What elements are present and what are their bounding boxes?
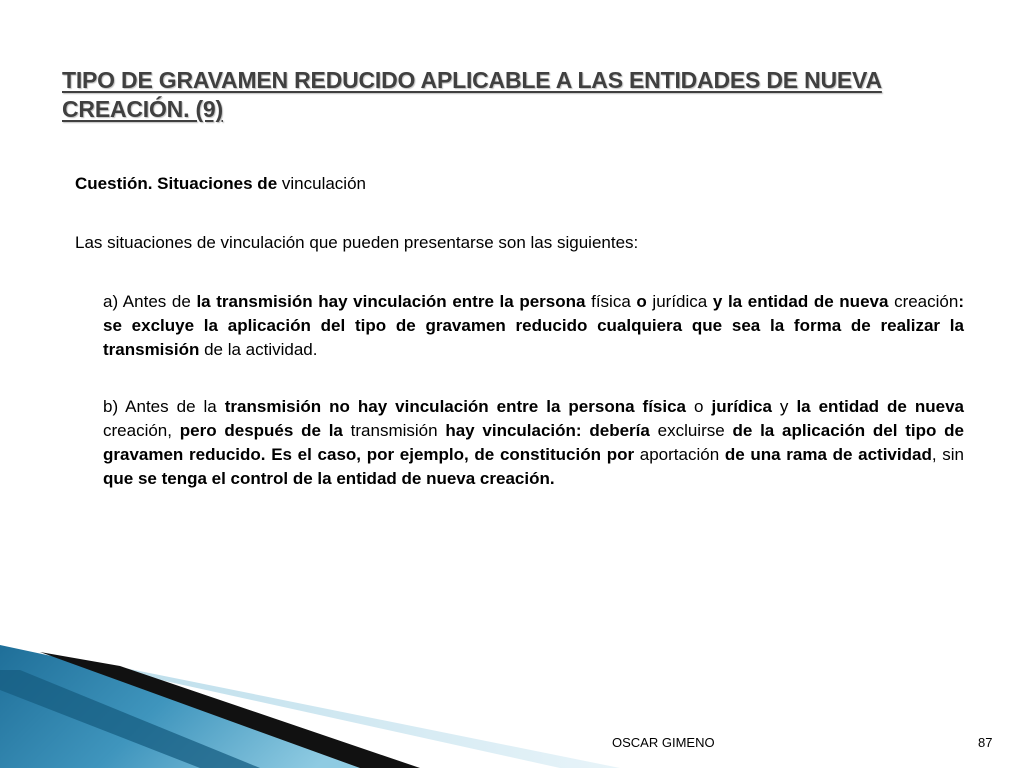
item-b-text: o (686, 397, 712, 416)
item-b-text: aportación (634, 445, 725, 464)
item-b-text: creación, (103, 421, 180, 440)
item-b (103, 395, 964, 491)
item-b-text: , sin (931, 445, 964, 464)
item-a-bold: : se excluye la aplicación del tipo de gravamen reducido cualquiera que sea la forma de realizar la transmisión (103, 292, 964, 359)
intro-text: Las situaciones de vinculación que pueden presentarse son las siguientes: (75, 233, 639, 252)
item-a-text: a) Antes de (103, 292, 197, 311)
item-a-text: de la actividad. (199, 340, 318, 359)
item-b-bold: pero después de la (179, 421, 343, 440)
item-a-bold: la transmisión hay vinculación entre la persona (196, 292, 586, 311)
item-b-bold: de la aplicación del tipo de gravamen reducido. Es el caso, por ejemplo, de constitución por (103, 421, 965, 464)
item-a-bold: o (636, 292, 647, 311)
item-a-text: jurídica (646, 292, 713, 311)
footer-page-number: 87 (978, 735, 993, 750)
item-a-text: física (585, 292, 637, 311)
item-b-text: y (771, 397, 797, 416)
item-b-bold: jurídica (711, 397, 772, 416)
item-b-text: b) Antes de la (103, 397, 225, 416)
slide-title: TIPO DE GRAVAMEN REDUCIDO APLICABLE A LAS ENTIDADES DE NUEVA CREACIÓN. (9) (62, 67, 882, 122)
item-a (103, 290, 964, 362)
item-b-bold: transmisión (224, 397, 322, 416)
item-b-bold: la entidad de nueva (796, 397, 965, 416)
question-heading-bold: Cuestión. Situaciones de (75, 174, 278, 193)
question-heading-normal: vinculación (281, 174, 366, 193)
decorative-corner-stripes (0, 600, 620, 768)
item-b-text: excluirse (649, 421, 733, 440)
item-a-text: creación (888, 292, 959, 311)
question-heading (75, 174, 366, 194)
item-b-bold: hay vinculación: debería (445, 421, 650, 440)
item-b-bold: no hay vinculación entre la persona física (321, 397, 687, 416)
item-b-text: transmisión (342, 421, 446, 440)
item-b-bold: de una rama de actividad (724, 445, 932, 464)
item-b-bold: que se tenga el control de la entidad de nueva creación. (103, 469, 555, 488)
footer-author: OSCAR GIMENO (612, 735, 715, 750)
item-a-bold: y la entidad de nueva (712, 292, 889, 311)
